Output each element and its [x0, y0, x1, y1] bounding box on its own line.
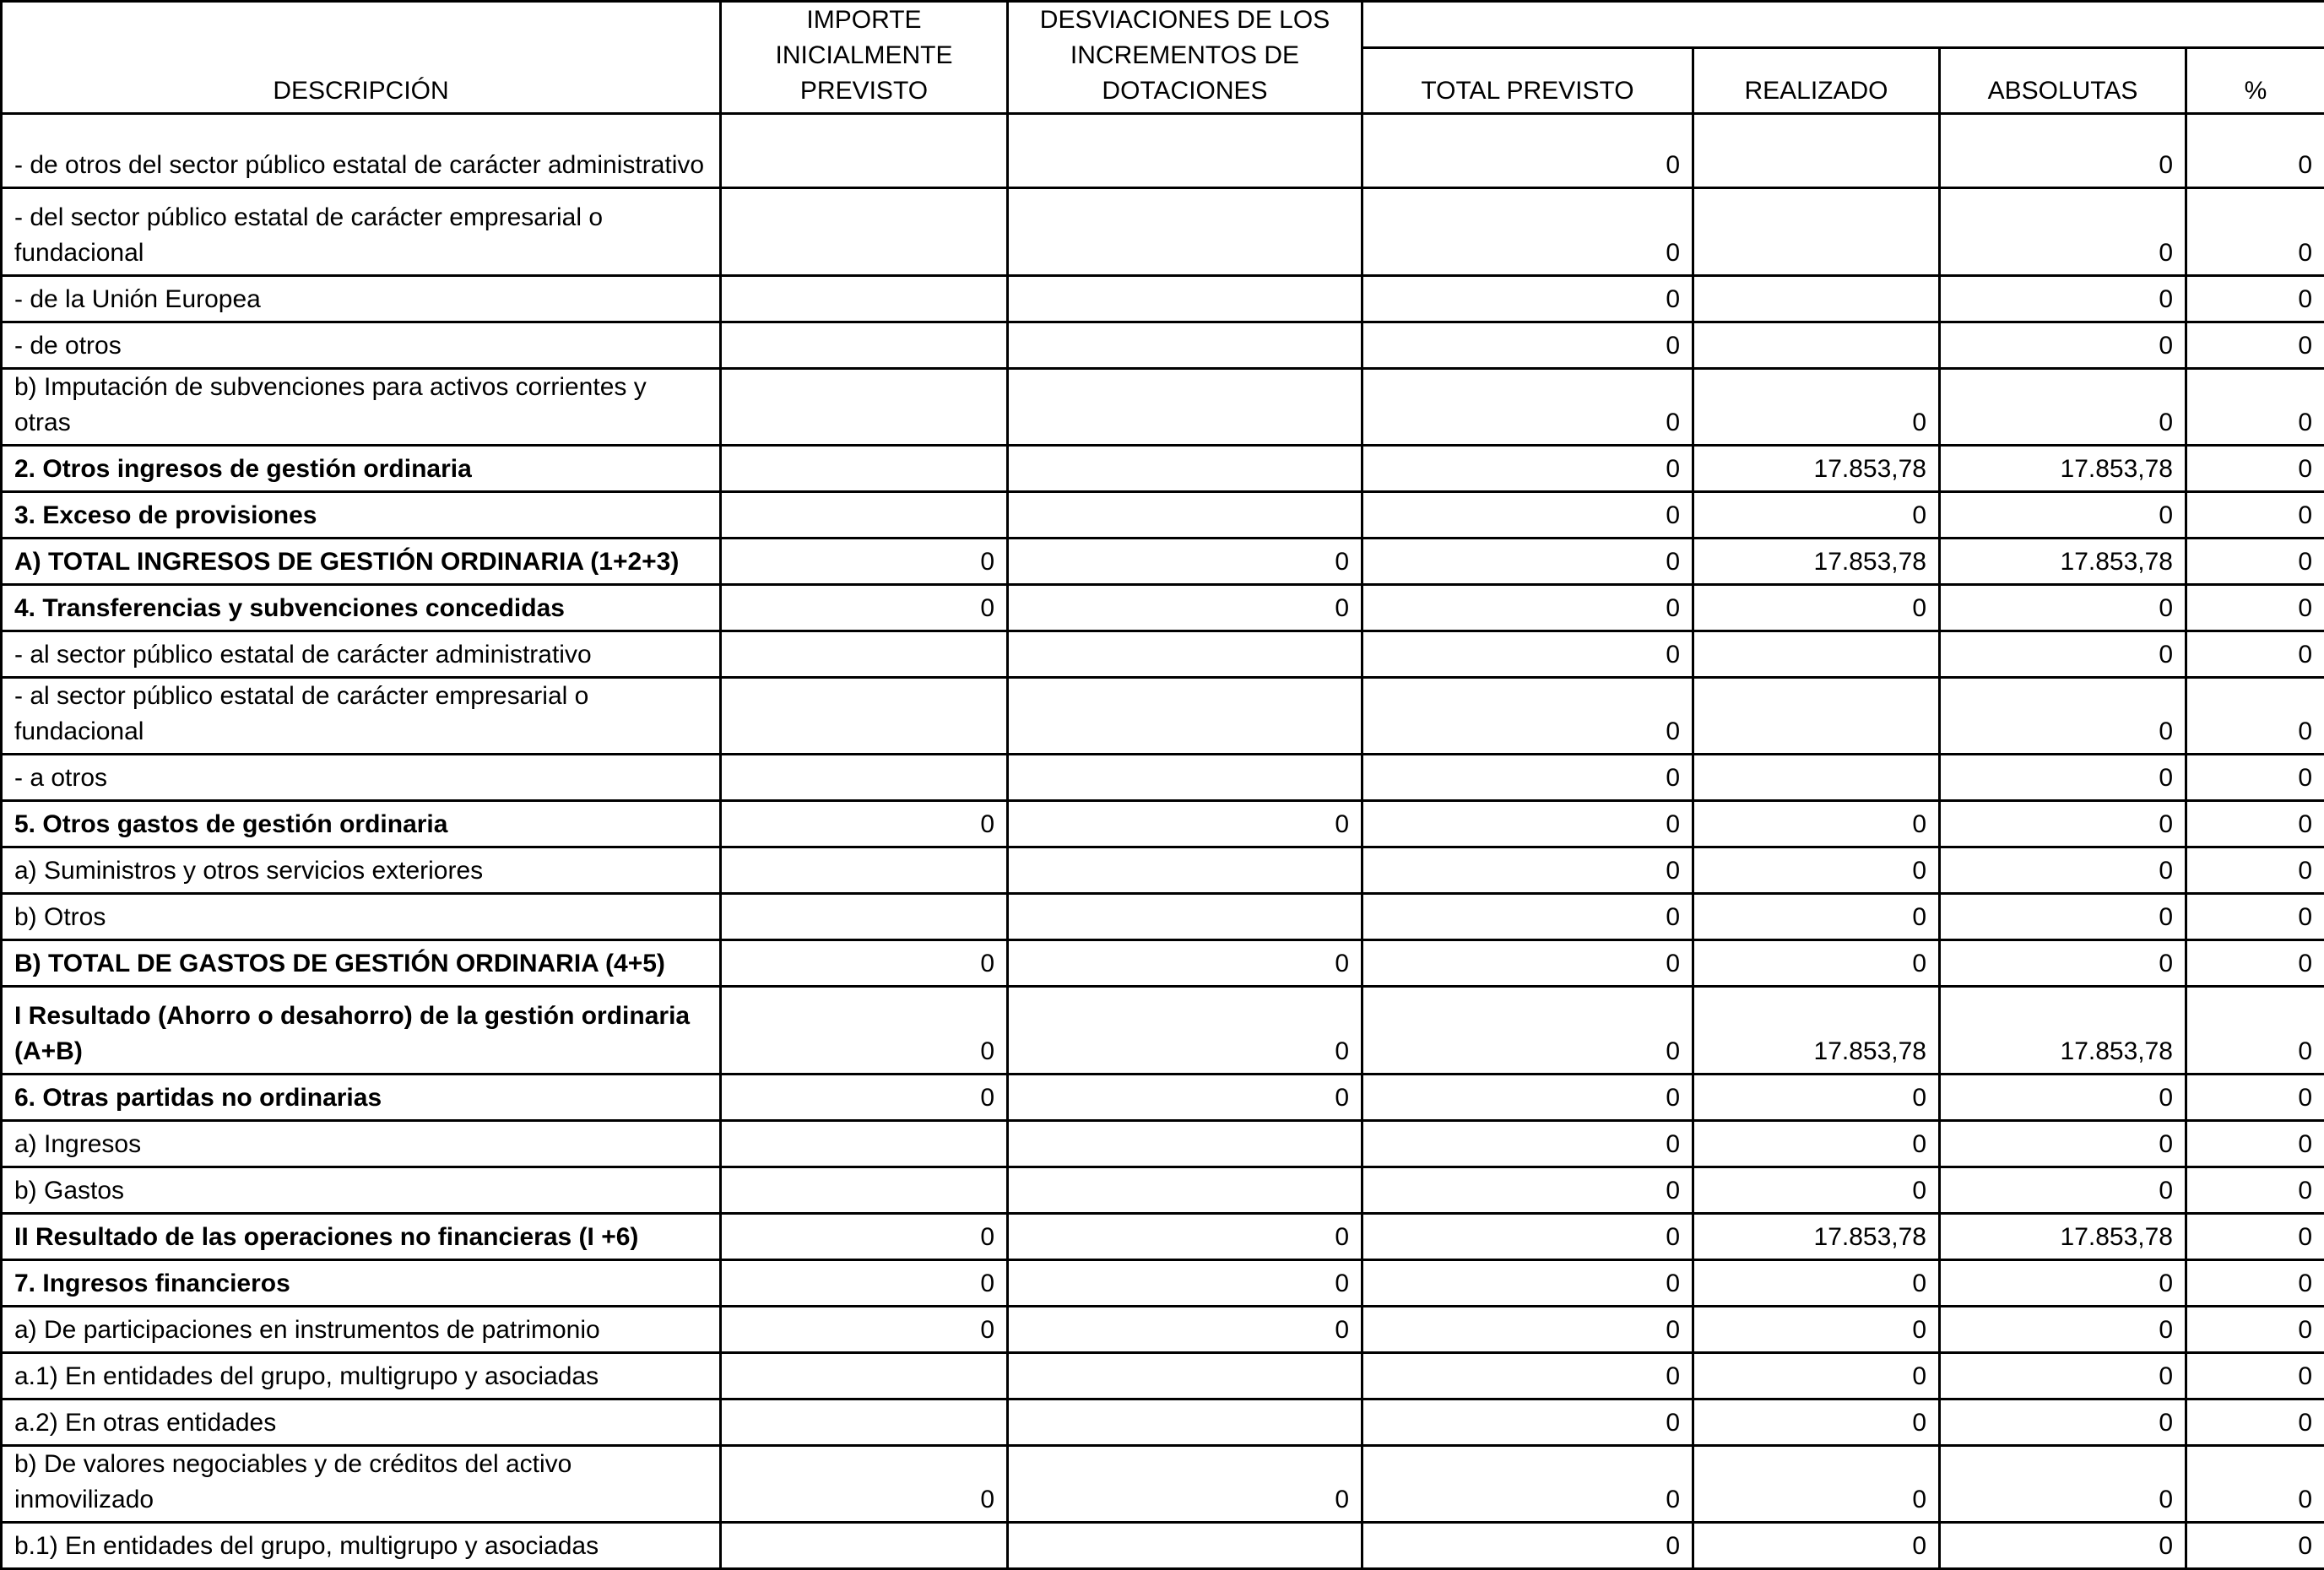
- cell-total-previsto: 0: [1362, 446, 1693, 492]
- cell-absolutas: 0: [1940, 1167, 2186, 1214]
- cell-total-previsto: 0: [1362, 1523, 1693, 1569]
- cell-percent: 0: [2186, 1260, 2324, 1307]
- cell-total-previsto: 0: [1362, 539, 1693, 585]
- cell-realizado: [1693, 678, 1940, 755]
- header-percent: %: [2186, 48, 2324, 114]
- cell-descripcion: - de otros del sector público estatal de carácter administrativo: [2, 114, 721, 188]
- cell-absolutas: 0: [1940, 1523, 2186, 1569]
- table-row: [2, 631, 2324, 678]
- table-body: [2, 114, 2324, 1569]
- table-row: [2, 585, 2324, 631]
- cell-importe: [721, 1167, 1008, 1214]
- cell-percent: 0: [2186, 585, 2324, 631]
- cell-percent: 0: [2186, 847, 2324, 894]
- cell-total-previsto: 0: [1362, 188, 1693, 276]
- cell-realizado: 0: [1693, 1399, 1940, 1446]
- cell-descripcion: B) TOTAL DE GASTOS DE GESTIÓN ORDINARIA (4+5): [2, 940, 721, 987]
- cell-importe: [721, 1121, 1008, 1167]
- header-total-previsto: TOTAL PREVISTO: [1362, 48, 1693, 114]
- cell-descripcion: b) Gastos: [2, 1167, 721, 1214]
- cell-percent: 0: [2186, 894, 2324, 940]
- cell-percent: 0: [2186, 1353, 2324, 1399]
- cell-absolutas: 0: [1940, 492, 2186, 539]
- cell-descripcion: b.1) En entidades del grupo, multigrupo y asociadas: [2, 1523, 721, 1569]
- cell-descripcion: - al sector público estatal de carácter empresarial o fundacional: [2, 678, 721, 755]
- cell-desviaciones: [1008, 446, 1362, 492]
- cell-percent: 0: [2186, 940, 2324, 987]
- cell-absolutas: 0: [1940, 1307, 2186, 1353]
- cell-descripcion: 2. Otros ingresos de gestión ordinaria: [2, 446, 721, 492]
- cell-absolutas: 0: [1940, 114, 2186, 188]
- cell-realizado: 0: [1693, 1075, 1940, 1121]
- table-row: [2, 1214, 2324, 1260]
- cell-percent: 0: [2186, 1214, 2324, 1260]
- cell-percent: 0: [2186, 631, 2324, 678]
- cell-absolutas: 17.853,78: [1940, 987, 2186, 1075]
- table-row: [2, 847, 2324, 894]
- cell-absolutas: 0: [1940, 1353, 2186, 1399]
- cell-descripcion: 3. Exceso de provisiones: [2, 492, 721, 539]
- cell-total-previsto: 0: [1362, 585, 1693, 631]
- cell-desviaciones: 0: [1008, 1214, 1362, 1260]
- cell-percent: 0: [2186, 1446, 2324, 1523]
- cell-absolutas: 0: [1940, 631, 2186, 678]
- cell-descripcion: II Resultado de las operaciones no financieras (I +6): [2, 1214, 721, 1260]
- cell-absolutas: 0: [1940, 1075, 2186, 1121]
- cell-realizado: [1693, 114, 1940, 188]
- cell-total-previsto: 0: [1362, 1260, 1693, 1307]
- cell-absolutas: 0: [1940, 847, 2186, 894]
- cell-absolutas: 0: [1940, 940, 2186, 987]
- cell-total-previsto: 0: [1362, 940, 1693, 987]
- cell-total-previsto: 0: [1362, 1121, 1693, 1167]
- cell-total-previsto: 0: [1362, 1399, 1693, 1446]
- table-row: [2, 369, 2324, 446]
- table-row: [2, 446, 2324, 492]
- cell-importe: 0: [721, 1446, 1008, 1523]
- cell-desviaciones: [1008, 492, 1362, 539]
- cell-absolutas: 0: [1940, 188, 2186, 276]
- table-row: [2, 940, 2324, 987]
- cell-absolutas: 0: [1940, 801, 2186, 847]
- cell-percent: 0: [2186, 114, 2324, 188]
- cell-realizado: 0: [1693, 1260, 1940, 1307]
- cell-importe: 0: [721, 987, 1008, 1075]
- cell-percent: 0: [2186, 369, 2324, 446]
- table-row: [2, 1121, 2324, 1167]
- cell-desviaciones: [1008, 276, 1362, 322]
- cell-percent: 0: [2186, 276, 2324, 322]
- cell-total-previsto: 0: [1362, 1167, 1693, 1214]
- cell-total-previsto: 0: [1362, 1446, 1693, 1523]
- cell-total-previsto: 0: [1362, 322, 1693, 369]
- cell-percent: 0: [2186, 1121, 2324, 1167]
- cell-importe: [721, 755, 1008, 801]
- cell-desviaciones: 0: [1008, 940, 1362, 987]
- cell-desviaciones: 0: [1008, 1260, 1362, 1307]
- cell-percent: 0: [2186, 755, 2324, 801]
- cell-absolutas: 0: [1940, 322, 2186, 369]
- cell-total-previsto: 0: [1362, 114, 1693, 188]
- cell-descripcion: 4. Transferencias y subvenciones concedidas: [2, 585, 721, 631]
- cell-realizado: 0: [1693, 894, 1940, 940]
- cell-importe: [721, 322, 1008, 369]
- cell-absolutas: 17.853,78: [1940, 446, 2186, 492]
- table-row: [2, 322, 2324, 369]
- cell-total-previsto: 0: [1362, 1353, 1693, 1399]
- cell-total-previsto: 0: [1362, 678, 1693, 755]
- cell-absolutas: 17.853,78: [1940, 1214, 2186, 1260]
- cell-importe: 0: [721, 1214, 1008, 1260]
- cell-percent: 0: [2186, 322, 2324, 369]
- cell-total-previsto: 0: [1362, 847, 1693, 894]
- cell-percent: 0: [2186, 1523, 2324, 1569]
- table-row: [2, 188, 2324, 276]
- table-row: [2, 1523, 2324, 1569]
- cell-descripcion: a) De participaciones en instrumentos de patrimonio: [2, 1307, 721, 1353]
- cell-descripcion: 6. Otras partidas no ordinarias: [2, 1075, 721, 1121]
- cell-desviaciones: [1008, 1353, 1362, 1399]
- cell-importe: [721, 276, 1008, 322]
- cell-total-previsto: 0: [1362, 894, 1693, 940]
- header-absolutas: ABSOLUTAS: [1940, 48, 2186, 114]
- cell-realizado: [1693, 188, 1940, 276]
- cell-realizado: 0: [1693, 1446, 1940, 1523]
- cell-descripcion: 5. Otros gastos de gestión ordinaria: [2, 801, 721, 847]
- cell-percent: 0: [2186, 446, 2324, 492]
- cell-descripcion: - de la Unión Europea: [2, 276, 721, 322]
- cell-importe: [721, 631, 1008, 678]
- cell-descripcion: a) Suministros y otros servicios exteriores: [2, 847, 721, 894]
- cell-realizado: [1693, 276, 1940, 322]
- table-row: [2, 539, 2324, 585]
- cell-descripcion: b) De valores negociables y de créditos del activo inmovilizado: [2, 1446, 721, 1523]
- cell-descripcion: - de otros: [2, 322, 721, 369]
- header-group-blank: [1362, 2, 2324, 48]
- cell-desviaciones: 0: [1008, 539, 1362, 585]
- cell-importe: 0: [721, 585, 1008, 631]
- cell-absolutas: 0: [1940, 1260, 2186, 1307]
- cell-desviaciones: 0: [1008, 1307, 1362, 1353]
- table-row: [2, 1399, 2324, 1446]
- table-row: [2, 1307, 2324, 1353]
- cell-percent: 0: [2186, 987, 2324, 1075]
- cell-importe: [721, 492, 1008, 539]
- header-desviaciones: DESVIACIONES DE LOS INCREMENTOS DE DOTACIONES: [1008, 2, 1362, 114]
- cell-realizado: [1693, 631, 1940, 678]
- cell-importe: 0: [721, 1075, 1008, 1121]
- cell-desviaciones: 0: [1008, 585, 1362, 631]
- cell-importe: [721, 114, 1008, 188]
- header-importe-inicialmente-previsto: IMPORTE INICIALMENTE PREVISTO: [721, 2, 1008, 114]
- cell-percent: 0: [2186, 801, 2324, 847]
- cell-realizado: 17.853,78: [1693, 987, 1940, 1075]
- table-row: [2, 114, 2324, 188]
- cell-importe: [721, 369, 1008, 446]
- table-row: [2, 894, 2324, 940]
- cell-importe: [721, 847, 1008, 894]
- cell-realizado: 0: [1693, 492, 1940, 539]
- cell-importe: [721, 894, 1008, 940]
- cell-total-previsto: 0: [1362, 369, 1693, 446]
- cell-absolutas: 0: [1940, 585, 2186, 631]
- cell-importe: 0: [721, 1260, 1008, 1307]
- cell-importe: [721, 446, 1008, 492]
- cell-descripcion: a) Ingresos: [2, 1121, 721, 1167]
- cell-descripcion: 7. Ingresos financieros: [2, 1260, 721, 1307]
- cell-desviaciones: [1008, 631, 1362, 678]
- cell-desviaciones: [1008, 1523, 1362, 1569]
- cell-realizado: 0: [1693, 940, 1940, 987]
- cell-desviaciones: [1008, 847, 1362, 894]
- table-row: [2, 678, 2324, 755]
- cell-importe: 0: [721, 940, 1008, 987]
- cell-percent: 0: [2186, 678, 2324, 755]
- cell-descripcion: a.2) En otras entidades: [2, 1399, 721, 1446]
- cell-descripcion: b) Otros: [2, 894, 721, 940]
- cell-realizado: 0: [1693, 1121, 1940, 1167]
- cell-absolutas: 0: [1940, 1399, 2186, 1446]
- cell-descripcion: b) Imputación de subvenciones para activos corrientes y otras: [2, 369, 721, 446]
- cell-importe: 0: [721, 539, 1008, 585]
- cell-realizado: [1693, 755, 1940, 801]
- cell-realizado: 0: [1693, 1167, 1940, 1214]
- cell-realizado: 17.853,78: [1693, 539, 1940, 585]
- cell-realizado: 0: [1693, 585, 1940, 631]
- cell-realizado: 17.853,78: [1693, 446, 1940, 492]
- cell-realizado: 0: [1693, 801, 1940, 847]
- cell-percent: 0: [2186, 188, 2324, 276]
- cell-realizado: 0: [1693, 369, 1940, 446]
- header-realizado: REALIZADO: [1693, 48, 1940, 114]
- cell-total-previsto: 0: [1362, 631, 1693, 678]
- cell-importe: [721, 1399, 1008, 1446]
- cell-total-previsto: 0: [1362, 801, 1693, 847]
- cell-absolutas: 0: [1940, 678, 2186, 755]
- cell-total-previsto: 0: [1362, 492, 1693, 539]
- cell-importe: 0: [721, 1307, 1008, 1353]
- table-row: [2, 1260, 2324, 1307]
- cell-importe: [721, 1353, 1008, 1399]
- cell-percent: 0: [2186, 1075, 2324, 1121]
- cell-percent: 0: [2186, 1399, 2324, 1446]
- cell-desviaciones: 0: [1008, 801, 1362, 847]
- cell-percent: 0: [2186, 492, 2324, 539]
- cell-absolutas: 0: [1940, 369, 2186, 446]
- table-row: [2, 276, 2324, 322]
- cell-importe: [721, 1523, 1008, 1569]
- cell-realizado: [1693, 322, 1940, 369]
- cell-desviaciones: 0: [1008, 1075, 1362, 1121]
- cell-descripcion: I Resultado (Ahorro o desahorro) de la gestión ordinaria (A+B): [2, 987, 721, 1075]
- cell-realizado: 0: [1693, 1307, 1940, 1353]
- cell-desviaciones: [1008, 1121, 1362, 1167]
- cell-desviaciones: [1008, 678, 1362, 755]
- table-row: [2, 1167, 2324, 1214]
- table-row: [2, 492, 2324, 539]
- cell-realizado: 17.853,78: [1693, 1214, 1940, 1260]
- cell-absolutas: 0: [1940, 894, 2186, 940]
- cell-desviaciones: [1008, 114, 1362, 188]
- cell-total-previsto: 0: [1362, 1075, 1693, 1121]
- cell-total-previsto: 0: [1362, 987, 1693, 1075]
- cell-total-previsto: 0: [1362, 755, 1693, 801]
- cell-absolutas: 0: [1940, 1446, 2186, 1523]
- cell-desviaciones: [1008, 894, 1362, 940]
- cell-desviaciones: [1008, 369, 1362, 446]
- cell-descripcion: - al sector público estatal de carácter administrativo: [2, 631, 721, 678]
- cell-desviaciones: 0: [1008, 1446, 1362, 1523]
- cell-realizado: 0: [1693, 1523, 1940, 1569]
- cell-descripcion: A) TOTAL INGRESOS DE GESTIÓN ORDINARIA (1+2+3): [2, 539, 721, 585]
- cell-realizado: 0: [1693, 1353, 1940, 1399]
- header-descripcion: DESCRIPCIÓN: [2, 2, 721, 114]
- cell-importe: [721, 678, 1008, 755]
- cell-percent: 0: [2186, 1167, 2324, 1214]
- cell-total-previsto: 0: [1362, 1214, 1693, 1260]
- cell-desviaciones: [1008, 1399, 1362, 1446]
- table-row: [2, 987, 2324, 1075]
- cell-percent: 0: [2186, 1307, 2324, 1353]
- cell-desviaciones: [1008, 322, 1362, 369]
- cell-realizado: 0: [1693, 847, 1940, 894]
- cell-desviaciones: [1008, 755, 1362, 801]
- cell-importe: 0: [721, 801, 1008, 847]
- cell-total-previsto: 0: [1362, 276, 1693, 322]
- cell-desviaciones: 0: [1008, 987, 1362, 1075]
- table-row: [2, 755, 2324, 801]
- cell-absolutas: 0: [1940, 755, 2186, 801]
- cell-percent: 0: [2186, 539, 2324, 585]
- table-row: [2, 1446, 2324, 1523]
- cell-absolutas: 0: [1940, 276, 2186, 322]
- cell-descripcion: - a otros: [2, 755, 721, 801]
- cell-absolutas: 17.853,78: [1940, 539, 2186, 585]
- table-row: [2, 1353, 2324, 1399]
- cell-desviaciones: [1008, 188, 1362, 276]
- cell-desviaciones: [1008, 1167, 1362, 1214]
- table-row: [2, 801, 2324, 847]
- cell-absolutas: 0: [1940, 1121, 2186, 1167]
- cell-descripcion: a.1) En entidades del grupo, multigrupo y asociadas: [2, 1353, 721, 1399]
- cell-total-previsto: 0: [1362, 1307, 1693, 1353]
- cell-descripcion: - del sector público estatal de carácter empresarial o fundacional: [2, 188, 721, 276]
- table-row: [2, 1075, 2324, 1121]
- cell-importe: [721, 188, 1008, 276]
